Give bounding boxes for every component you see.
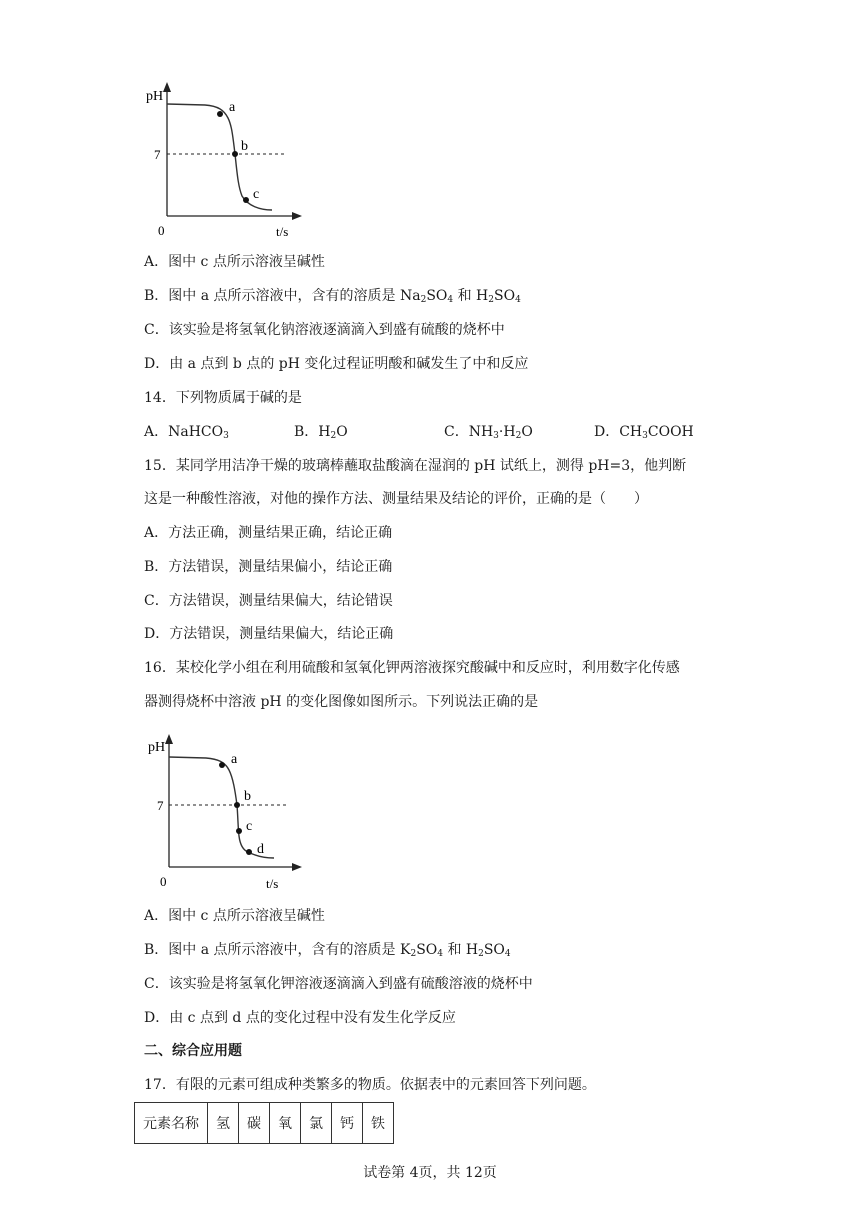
graph-1-x-arrow xyxy=(292,212,302,220)
graph-2-x-label: t/s xyxy=(266,876,279,891)
t: COOH xyxy=(647,424,694,440)
q13-option-b xyxy=(144,286,521,310)
graph-2-origin-label: 0 xyxy=(160,874,167,889)
q16-b-text2: SO xyxy=(416,942,438,958)
graph-2-label-c: c xyxy=(246,819,253,834)
t: ·H xyxy=(498,424,516,440)
page-footer: 试卷第 4页，共 12页 xyxy=(363,1165,497,1181)
q14-option-b xyxy=(294,422,348,446)
q16-option-c: C．该实验是将氢氧化钾溶液逐滴滴入到盛有硫酸溶液的烧杯中 xyxy=(144,976,533,992)
q13-b-text: B．图中 a 点所示溶液中，含有的溶质是 Na xyxy=(144,288,421,304)
q16-stem-line-2: 器测得烧杯中溶液 pH 的变化图像如图所示。下列说法正确的是 xyxy=(144,694,539,710)
sub: 2 xyxy=(420,295,427,305)
graph-1-label-a: a xyxy=(229,100,236,115)
t: D．CH xyxy=(594,424,643,440)
q14-option-d xyxy=(594,422,694,446)
sub: 4 xyxy=(515,295,521,305)
sub: 4 xyxy=(447,295,454,305)
graph-2-axes xyxy=(169,740,296,867)
graph-2-x-arrow xyxy=(292,863,302,871)
graph-2-label-d: d xyxy=(257,842,264,857)
sub: 2 xyxy=(515,431,522,441)
element-table xyxy=(134,1102,394,1144)
graph-2-label-a: a xyxy=(231,752,238,767)
q17-stem: 17．有限的元素可组成种类繁多的物质。依据表中的元素回答下列问题。 xyxy=(144,1077,596,1093)
element-cell: 氯 xyxy=(301,1103,332,1144)
q13-b-text2: SO xyxy=(426,288,448,304)
q15-option-a: A．方法正确，测量结果正确，结论正确 xyxy=(144,525,393,541)
sub: 2 xyxy=(330,431,337,441)
graph-2-point-d xyxy=(246,849,252,855)
t: C．NH xyxy=(444,424,494,440)
q13-option-a: A．图中 c 点所示溶液呈碱性 xyxy=(144,254,325,270)
graph-1-y-arrow xyxy=(163,82,171,92)
graph-2-y-arrow xyxy=(165,734,173,744)
element-cell: 碳 xyxy=(239,1103,270,1144)
graph-1-seven-label: 7 xyxy=(154,147,161,162)
sub: 2 xyxy=(478,949,484,959)
q15-option-d: D．方法错误，测量结果偏大，结论正确 xyxy=(144,626,394,642)
q16-option-b xyxy=(144,940,511,964)
q13-option-c: C．该实验是将氢氧化钠溶液逐滴滴入到盛有硫酸的烧杯中 xyxy=(144,322,505,338)
q13-b-text4: SO xyxy=(493,288,516,304)
section-heading: 二、综合应用题 xyxy=(144,1043,242,1059)
graph-1-axes xyxy=(167,88,296,216)
t: O xyxy=(521,424,533,440)
sub: 4 xyxy=(504,949,511,959)
sub: 2 xyxy=(410,949,417,959)
graph-2-curve xyxy=(169,757,274,858)
sub: 2 xyxy=(488,295,494,305)
q14-option-c xyxy=(444,422,533,446)
q15-stem-line-1: 15．某同学用洁净干燥的玻璃棒蘸取盐酸滴在湿润的 pH 试纸上，测得 pH=3，他判断 xyxy=(144,458,687,474)
q14-option-a xyxy=(144,422,229,446)
graph-1-y-label: pH xyxy=(146,89,164,104)
graph-2-label-b: b xyxy=(244,789,251,804)
element-cell: 氢 xyxy=(208,1103,239,1144)
graph-1-curve xyxy=(167,104,272,210)
q16-b-text: B．图中 a 点所示溶液中，含有的溶质是 K xyxy=(144,942,411,958)
q13-option-d: D．由 a 点到 b 点的 pH 变化过程证明酸和碱发生了中和反应 xyxy=(144,356,529,372)
sub: 3 xyxy=(642,431,648,441)
graph-1-point-a xyxy=(217,111,223,117)
q16-b-text3: 和 H xyxy=(443,942,479,958)
t: A．NaHCO xyxy=(144,424,224,440)
sub: 3 xyxy=(493,431,499,441)
element-cell: 铁 xyxy=(363,1103,394,1144)
graph-1-x-label: t/s xyxy=(276,224,289,239)
sub: 4 xyxy=(437,949,443,959)
graph-1-label-c: c xyxy=(253,187,260,202)
q15-option-b: B．方法错误，测量结果偏小，结论正确 xyxy=(144,559,393,575)
element-cell: 氧 xyxy=(270,1103,301,1144)
sub: 3 xyxy=(223,431,229,441)
graph-2-point-c xyxy=(236,828,242,834)
graph-1-point-c xyxy=(243,197,249,203)
q16-option-d: D．由 c 点到 d 点的变化过程中没有发生化学反应 xyxy=(144,1010,456,1026)
q16-b-text4: SO xyxy=(483,942,505,958)
t: B．H xyxy=(294,424,331,440)
element-cell: 钙 xyxy=(332,1103,363,1144)
element-header-cell: 元素名称 xyxy=(135,1103,208,1144)
q16-option-a: A．图中 c 点所示溶液呈碱性 xyxy=(144,908,325,924)
q14-stem: 14．下列物质属于碱的是 xyxy=(144,390,302,406)
graph-2-point-a xyxy=(219,762,225,768)
graph-2-point-b xyxy=(234,802,240,808)
graph-2-seven-label: 7 xyxy=(157,798,164,813)
element-table-row xyxy=(135,1103,394,1144)
graph-1-origin-label: 0 xyxy=(158,223,165,238)
t: O xyxy=(336,424,348,440)
graph-1-point-b xyxy=(232,151,238,157)
q15-option-c: C．方法错误，测量结果偏大，结论错误 xyxy=(144,593,393,609)
graph-2-y-label: pH xyxy=(148,740,166,755)
q15-stem-line-2: 这是一种酸性溶液，对他的操作方法、测量结果及结论的评价，正确的是（ ） xyxy=(144,491,648,507)
graph-1-label-b: b xyxy=(241,139,248,154)
q13-b-text3: 和 H xyxy=(453,288,489,304)
q16-stem-line-1: 16．某校化学小组在利用硫酸和氢氧化钾两溶液探究酸碱中和反应时，利用数字化传感 xyxy=(144,660,680,676)
